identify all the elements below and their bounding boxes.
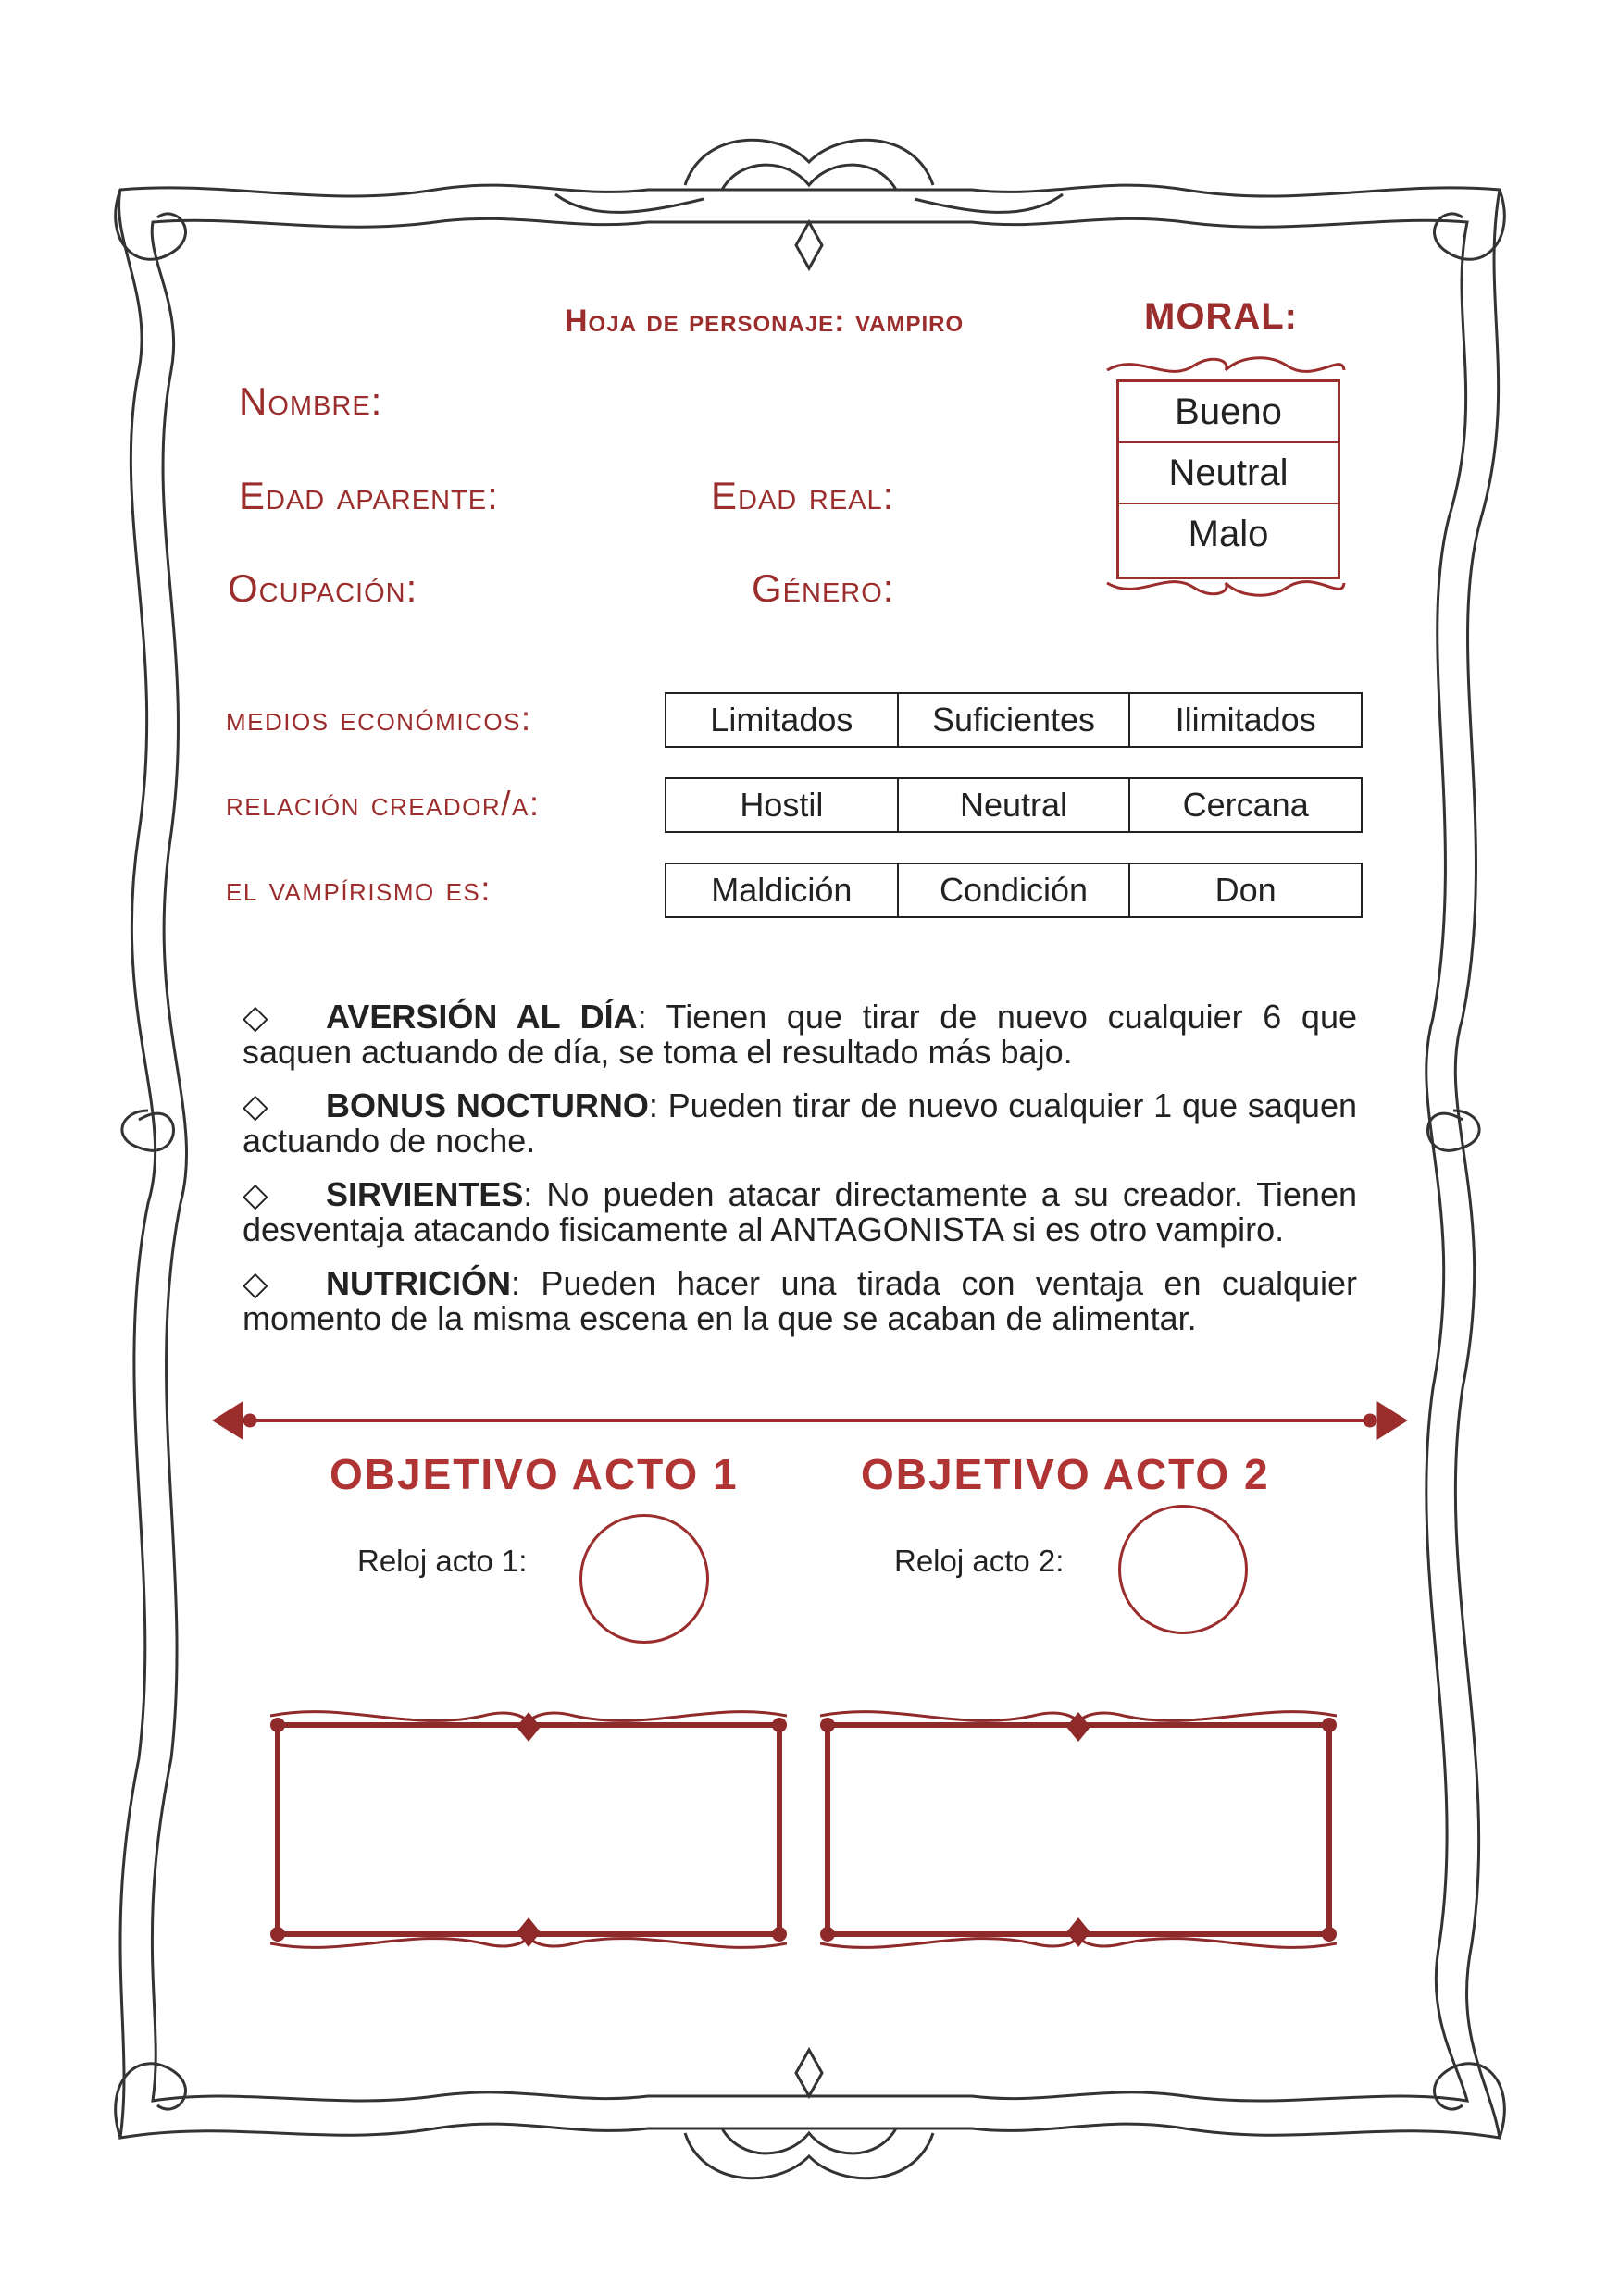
moral-selector — [1116, 379, 1340, 579]
option-neutral[interactable]: Neutral — [899, 779, 1131, 831]
option-condicion[interactable]: Condición — [899, 864, 1131, 916]
rule-text: : Pueden tirar de nuevo cualquier 1 que saquen actuando de noche. — [243, 1086, 1357, 1160]
moral-option-neutral[interactable]: Neutral — [1119, 443, 1338, 504]
medios-economicos-options — [665, 692, 1363, 748]
rule-nutricion — [243, 1266, 1357, 1336]
option-cercana[interactable]: Cercana — [1182, 786, 1309, 824]
rule-sirvientes — [243, 1177, 1357, 1247]
rule-title: AVERSIÓN AL DÍA — [326, 998, 638, 1036]
act-1-clock[interactable] — [579, 1514, 709, 1644]
act-2-clock[interactable] — [1118, 1505, 1248, 1634]
diamond-bullet-icon: ◇ — [243, 1264, 268, 1302]
act-1-objective-box[interactable] — [270, 1705, 787, 1953]
option-hostil[interactable]: Hostil — [666, 779, 899, 831]
relacion-creador-label: relación creador/a: — [226, 785, 541, 823]
rule-text: : Pueden hacer una tirada con ventaja en cualquier momento de la misma escena en la que se acaban de alimentar. — [243, 1264, 1357, 1337]
option-limitados[interactable]: Limitados — [666, 694, 899, 746]
ocupacion-field[interactable]: Ocupación: — [228, 566, 418, 610]
act-1-title: OBJETIVO ACTO 1 — [330, 1450, 739, 1498]
vampirismo-options — [665, 863, 1363, 918]
vampirismo-label: el vampírismo es: — [226, 870, 492, 908]
rule-title: NUTRICIÓN — [326, 1264, 511, 1302]
edad-aparente-field[interactable]: Edad aparente: — [239, 474, 499, 517]
rule-text: : Tienen que tirar de nuevo cualquier 6 que saquen actuando de día, se toma el resultado más bajo. — [243, 998, 1357, 1071]
rule-text: : No pueden atacar directamente a su creador. Tienen desventaja atacando fisicamente al ANTAGONISTA si es otro vampiro. — [243, 1175, 1357, 1248]
relacion-creador-options — [665, 777, 1363, 833]
option-suficientes[interactable]: Suficientes — [899, 694, 1131, 746]
rules-list — [243, 999, 1357, 1355]
option-don[interactable]: Don — [1214, 871, 1277, 909]
medios-economicos-label: medios económicos: — [226, 700, 532, 738]
act-2-clock-label: Reloj acto 2: — [894, 1544, 1065, 1578]
diamond-bullet-icon: ◇ — [243, 1175, 268, 1213]
diamond-bullet-icon: ◇ — [243, 998, 268, 1036]
rule-aversion — [243, 999, 1357, 1070]
moral-option-malo[interactable]: Malo — [1188, 514, 1269, 554]
act-2-title: OBJETIVO ACTO 2 — [861, 1450, 1270, 1498]
option-ilimitados[interactable]: Ilimitados — [1175, 701, 1316, 738]
rule-bonus-nocturno — [243, 1088, 1357, 1159]
sheet-title: Hoja de personaje: vampiro — [565, 304, 965, 339]
act-1-clock-label: Reloj acto 1: — [357, 1544, 528, 1578]
nombre-field[interactable]: Nombre: — [239, 379, 383, 423]
option-maldicion[interactable]: Maldición — [666, 864, 899, 916]
moral-option-bueno[interactable]: Bueno — [1119, 382, 1338, 443]
rule-title: SIRVIENTES — [326, 1175, 524, 1213]
rule-title: BONUS NOCTURNO — [326, 1086, 649, 1124]
edad-real-field[interactable]: Edad real: — [711, 474, 895, 517]
diamond-bullet-icon: ◇ — [243, 1086, 268, 1124]
genero-field[interactable]: Género: — [752, 566, 895, 610]
moral-title: MORAL: — [1144, 296, 1298, 337]
act-2-objective-box[interactable] — [820, 1705, 1337, 1953]
